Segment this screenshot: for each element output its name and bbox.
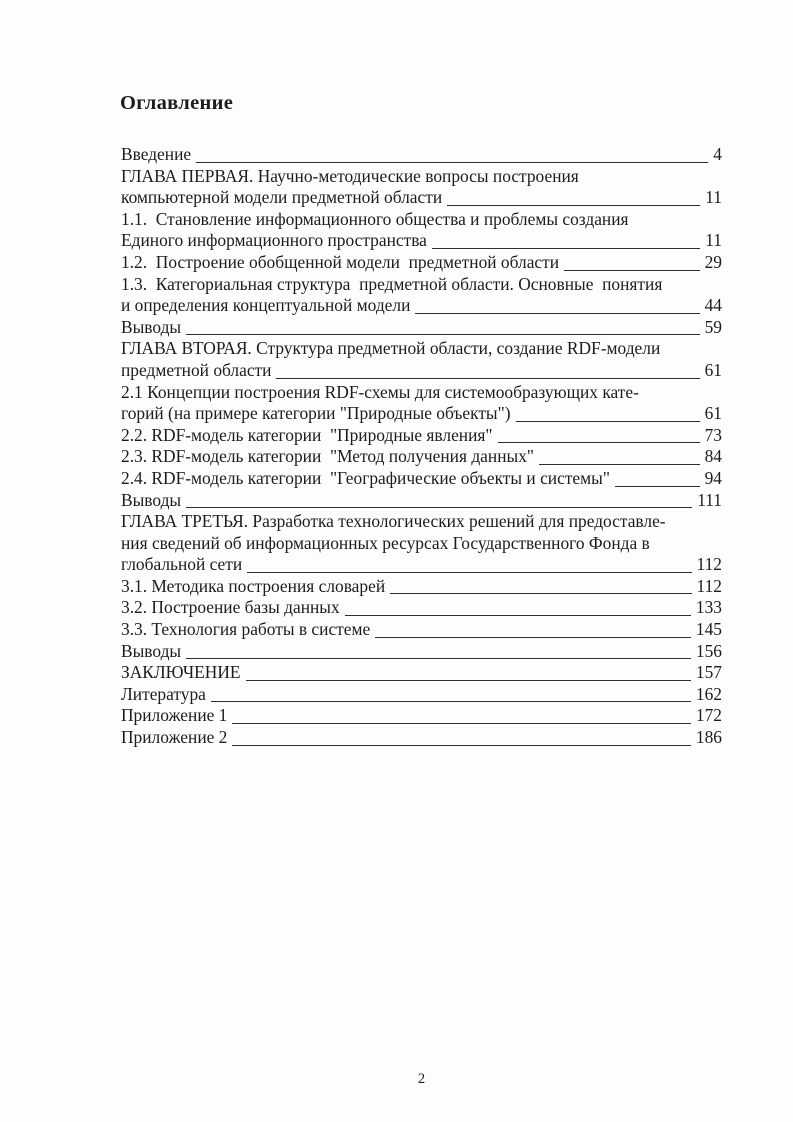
toc-entry-text: компьютерной модели предметной области [121,187,443,208]
toc-page-number: 73 [704,424,722,445]
toc-entry-text: горий (на примере категории "Природные объекты") [121,403,511,424]
toc-entry-text: Приложение 2 [121,727,228,748]
toc-page-number: 111 [697,489,722,510]
leader-line [432,247,700,249]
leader-line [564,269,700,271]
leader-line [232,744,691,746]
leader-line [211,700,691,702]
leader-line [186,657,691,659]
leader-line [615,485,700,487]
toc-entry-text: ГЛАВА ТРЕТЬЯ. Разработка технологических решений для предоставле- [121,511,666,532]
toc-page-number: 61 [704,403,722,424]
toc-entry-text: 2.4. RDF-модель категории "Географические объекты и системы" [121,467,610,488]
toc-entry-text: ГЛАВА ВТОРАЯ. Структура предметной области, создание RDF-модели [121,338,661,359]
toc-line [121,295,722,317]
toc-line [121,597,722,619]
toc-line [121,533,722,555]
toc-line [121,209,722,231]
toc-entry-text: Единого информационного пространства [121,230,427,251]
toc-page-number: 156 [695,640,722,661]
toc-entry-text: Выводы [121,316,182,337]
leader-line [186,333,700,335]
toc-line [121,403,722,425]
toc-page-number: 162 [695,683,722,704]
toc-entry-text: 3.2. Построение базы данных [121,597,340,618]
toc-entry-text: предметной области [121,359,272,380]
toc-entry-text: Введение [121,144,192,164]
toc-page-number: 112 [696,575,722,596]
toc-line [121,425,722,447]
toc-line [121,360,722,382]
toc-entry-text: Приложение 1 [121,705,228,726]
toc-entry-text: 1.3. Категориальная структура предметной области. Основные понятия [121,273,663,294]
leader-line [247,571,691,573]
toc-entry-text: 1.1. Становление информационного общества и проблемы создания [121,208,629,229]
toc-line [121,274,722,296]
toc-page-number: 11 [705,230,722,251]
toc-line [121,684,722,706]
toc-entry-text: Выводы [121,640,182,661]
toc-list [121,144,722,749]
leader-line [276,377,699,379]
leader-line [375,636,691,638]
toc-line [121,490,722,512]
leader-line [447,204,700,206]
toc-page-number: 94 [704,467,722,488]
toc-line [121,468,722,490]
toc-entry-text: и определения концептуальной модели [121,295,411,316]
toc-page-number: 59 [704,316,722,337]
toc-line [121,230,722,252]
leader-line [516,420,700,422]
toc-entry-text: 2.2. RDF-модель категории "Природные явления" [121,424,493,445]
leader-line [415,312,699,314]
toc-line [121,252,722,274]
page-number-footer: 2 [417,1071,426,1087]
toc-entry-text: 3.1. Методика построения словарей [121,575,386,596]
toc-entry-text: Выводы [121,489,182,510]
toc-line [121,554,722,576]
toc-page-number: 172 [695,705,722,726]
toc-page-number: 133 [695,597,722,618]
toc-line [121,317,722,339]
toc-page-number: 157 [695,662,722,683]
toc-line [121,166,722,188]
toc-line [121,619,722,641]
leader-line [186,506,692,508]
toc-line [121,382,722,404]
toc-entry-text: глобальной сети [121,554,243,575]
leader-line [390,592,691,594]
toc-line [121,446,722,468]
leader-line [232,722,691,724]
toc-line [121,727,722,749]
toc-page-number: 112 [696,554,722,575]
toc-page-number: 186 [695,727,722,748]
toc-entry-text: ЗАКЛЮЧЕНИЕ [121,662,241,683]
toc-page-number: 44 [704,295,722,316]
leader-line [498,441,700,443]
toc-line [121,662,722,684]
leader-line [246,679,691,681]
leader-line [196,161,708,163]
toc-line [121,641,722,663]
page-title: Оглавление [120,92,234,114]
toc-line [121,144,722,166]
toc-line [121,511,722,533]
toc-line [121,576,722,598]
toc-page-number: 29 [704,251,722,272]
toc-line [121,705,722,727]
toc-entry-text: ния сведений об информационных ресурсах Государственного Фонда в [121,532,650,553]
toc-page-number: 61 [704,359,722,380]
toc-page-number: 84 [704,446,722,467]
toc-entry-text: 2.3. RDF-модель категории "Метод получения данных" [121,446,534,467]
leader-line [539,463,700,465]
toc-page-number: 145 [695,619,722,640]
toc-line [121,338,722,360]
toc-page-number: 11 [705,187,722,208]
toc-line [121,187,722,209]
toc-entry-text: 3.3. Технология работы в системе [121,619,371,640]
toc-entry-text: ГЛАВА ПЕРВАЯ. Научно-методические вопросы построения [121,165,579,186]
toc-page-number: 4 [713,144,722,164]
toc-entry-text: Литература [121,683,206,704]
toc-entry-text: 1.2. Построение обобщенной модели предметной области [121,251,560,272]
leader-line [345,614,691,616]
toc-entry-text: 2.1 Концепции построения RDF-схемы для системообразующих кате- [121,381,639,402]
